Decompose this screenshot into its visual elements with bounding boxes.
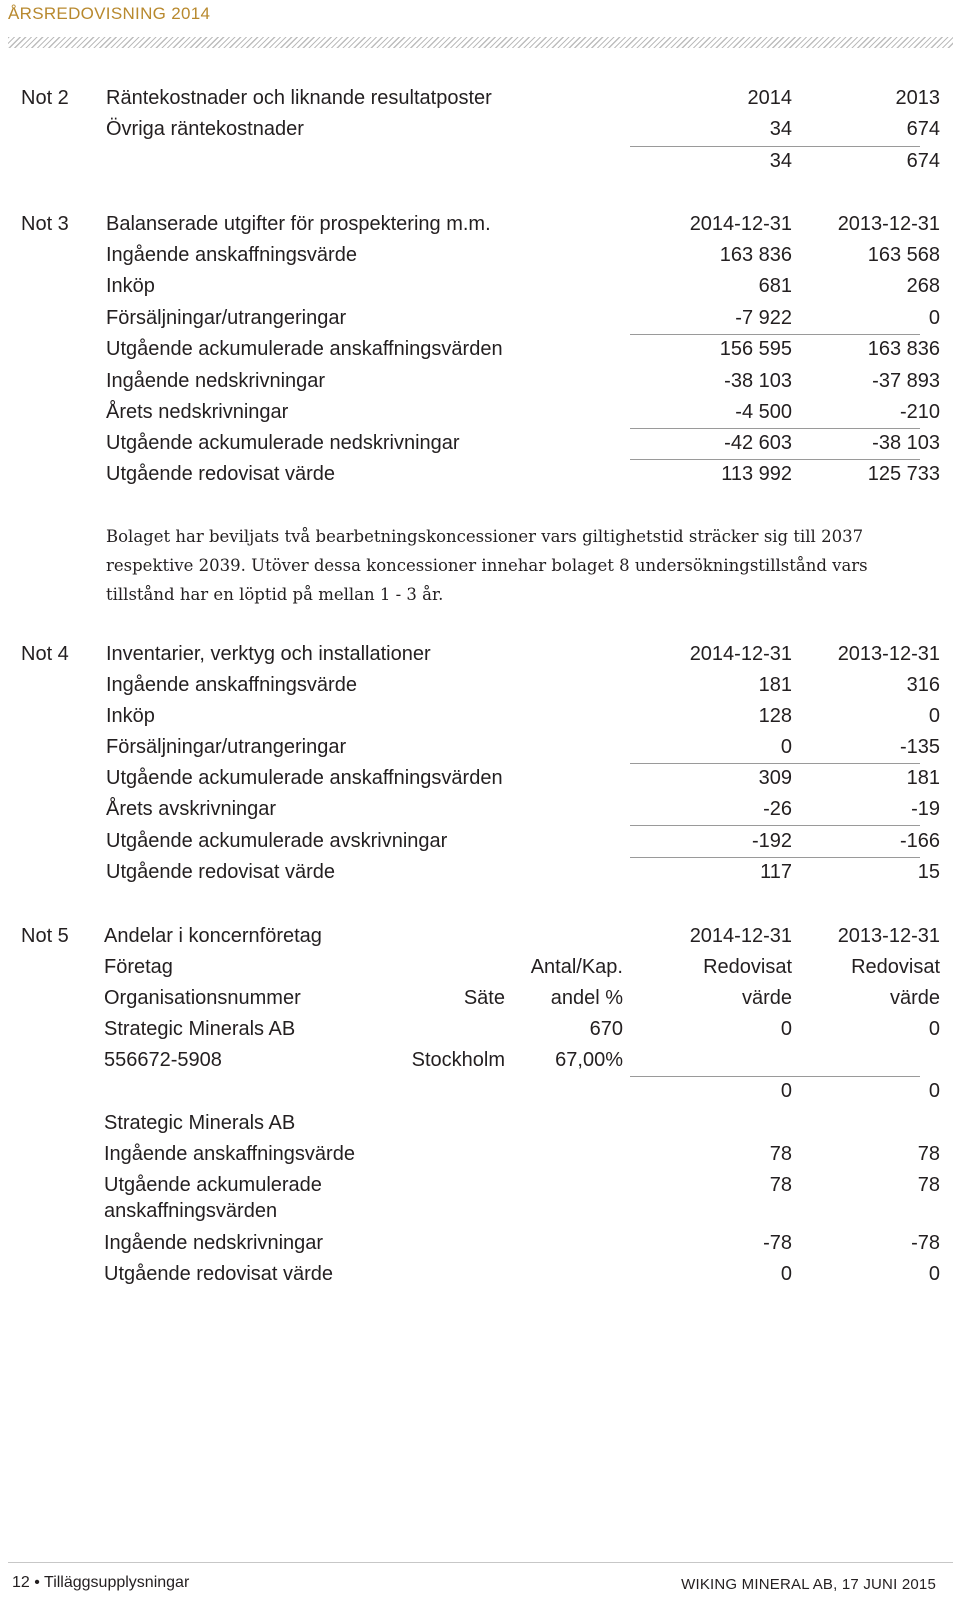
note3-row-label: Försäljningar/utrangeringar [106,307,347,329]
note4-row-label: Utgående redovisat värde [106,861,336,883]
note4-row-value-2014: 117 [760,861,792,883]
note3-label: Not 3 [21,213,69,235]
note5-total-value-2014: 0 [780,1080,792,1102]
note3-row-value-2013: -37 893 [872,370,940,392]
note5-row-value-2013: 0 [928,1263,940,1285]
note4-row-value-2013: 0 [928,705,940,727]
note4-col1-header: 2014-12-31 [689,643,792,665]
note3-paragraph-line: tillstånd har en löptid på mellan 1 - 3 år. [106,585,444,604]
note3-title: Balanserade utgifter för prospektering m.m. [106,213,491,235]
note2-title: Räntekostnader och liknande resultatposter [106,87,492,109]
note3-col2-header: 2013-12-31 [837,213,940,235]
footer-section: Tilläggsupplysningar [44,1574,190,1591]
footer-bullet: • [34,1574,40,1591]
note5-header-seat: Säte [463,987,505,1009]
note5-header-value2: Redovisat [851,956,940,978]
note4-row-value-2014: 128 [758,705,792,727]
note2-col1-header: 2014 [747,87,792,109]
note4-row-value-2014: 0 [780,736,792,758]
note5-label: Not 5 [21,925,69,947]
note5-row-value-2013: -78 [911,1232,940,1254]
note3-row-value-2013: 163 836 [867,338,940,360]
header-hatch-divider [8,37,953,48]
note4-row-value-2013: -19 [911,798,940,820]
note4-row-label: Inköp [106,705,155,727]
note5-row-label: Ingående nedskrivningar [104,1232,324,1254]
note3-paragraph-line: respektive 2039. Utöver dessa koncessioner innehar bolaget 8 undersökningstillstånd vars [106,556,868,575]
note5-company-shares: 670 [589,1018,623,1040]
note3-paragraph-line: Bolaget har beviljats två bearbetningskoncessioner vars giltighetstid sträcker sig till 2037 [106,527,864,546]
note2-row-value-2013: 674 [906,118,940,140]
note4-row-label: Utgående ackumulerade avskrivningar [106,830,448,852]
note3-col1-header: 2014-12-31 [689,213,792,235]
note3-paragraph [106,522,906,609]
note2-sum-value-2013: 674 [906,150,940,172]
note5-header-share: Antal/Kap. [530,956,623,978]
note4-row-value-2014: 309 [758,767,792,789]
note3-row-value-2013: 125 733 [867,463,940,485]
note3-row-label: Utgående redovisat värde [106,463,336,485]
note3-row-value-2014: 113 992 [721,463,792,485]
note4-row-label: Årets avskrivningar [106,798,277,820]
note3-row-value-2013: -210 [899,401,940,423]
note5-company-share-pct: 67,00% [555,1049,623,1071]
note5-sum-rule [630,1076,920,1077]
note5-header-share-pct: andel % [550,987,623,1009]
note5-title: Andelar i koncernföretag [104,925,322,947]
note5-row-value-2014: 78 [769,1143,792,1165]
note3-row-label: Ingående anskaffningsvärde [106,244,357,266]
note4-title: Inventarier, verktyg och installationer [106,643,431,665]
note5-company-seat: Stockholm [411,1049,505,1071]
note2-sum-value-2014: 34 [769,150,792,172]
note5-header-orgnr: Organisationsnummer [104,987,301,1009]
footer-left [12,1574,189,1592]
note4-row-label: Ingående anskaffningsvärde [106,674,357,696]
note5-company-orgnr: 556672-5908 [104,1049,222,1071]
note5-header-company: Företag [104,956,173,978]
note5-row-label-line2: anskaffningsvärden [104,1200,278,1222]
note4-row-label: Utgående ackumulerade anskaffningsvärden [106,767,503,789]
note5-subsection-title: Strategic Minerals AB [104,1112,296,1134]
note3-row-label: Ingående nedskrivningar [106,370,326,392]
note3-row-value-2014: 156 595 [719,338,792,360]
note3-row-value-2013: 0 [928,307,940,329]
note2-row-label: Övriga räntekostnader [106,118,304,140]
note3-row-value-2013: 268 [906,275,940,297]
note5-col1-header: 2014-12-31 [689,925,792,947]
note5-row-value-2014: 78 [769,1174,792,1196]
note3-row-label: Utgående ackumulerade nedskrivningar [106,432,460,454]
note3-row-value-2014: 681 [758,275,792,297]
note3-row-value-2014: -38 103 [724,370,792,392]
note2-row-value-2014: 34 [769,118,792,140]
note3-row-value-2014: -7 922 [735,307,792,329]
note5-company-value-2013: 0 [928,1018,940,1040]
note4-row-label: Försäljningar/utrangeringar [106,736,347,758]
note5-row-label: Ingående anskaffningsvärde [104,1143,355,1165]
note5-col2-header: 2013-12-31 [837,925,940,947]
report-title: ÅRSREDOVISNING 2014 [8,4,211,23]
note5-row-value-2013: 78 [917,1143,940,1165]
note5-company-name: Strategic Minerals AB [104,1018,296,1040]
note4-row-value-2013: 181 [906,767,940,789]
note3-row-value-2014: -4 500 [735,401,792,423]
note4-col2-header: 2013-12-31 [837,643,940,665]
note4-row-value-2013: -166 [899,830,940,852]
note3-row-value-2013: -38 103 [872,432,940,454]
note4-row-value-2014: 181 [758,674,792,696]
note4-row-value-2013: 316 [906,674,940,696]
note5-header-value1-b: värde [741,987,792,1009]
note2-col2-header: 2013 [895,87,940,109]
note3-row-value-2013: 163 568 [867,244,940,266]
note5-row-value-2014: -78 [763,1232,792,1254]
note4-row-value-2013: -135 [899,736,940,758]
note5-header-value1: Redovisat [703,956,792,978]
note5-row-value-2014: 0 [780,1263,792,1285]
note3-row-value-2014: -42 603 [724,432,792,454]
note2-label: Not 2 [21,87,69,109]
note4-row-value-2014: -192 [751,830,792,852]
note5-row-label-line1: Utgående ackumulerade [104,1174,322,1196]
note3-row-label: Årets nedskrivningar [106,401,289,423]
note5-row-label: Utgående redovisat värde [104,1263,334,1285]
note4-row-value-2013: 15 [917,861,940,883]
note3-row-value-2014: 163 836 [719,244,792,266]
footer-rule [8,1562,953,1563]
page-number: 12 [12,1574,30,1591]
note5-header-value2-b: värde [889,987,940,1009]
note5-row-value-2013: 78 [917,1174,940,1196]
note4-row-value-2014: -26 [763,798,792,820]
note5-company-value-2014: 0 [780,1018,792,1040]
note4-label: Not 4 [21,643,69,665]
footer-company: WIKING MINERAL AB, 17 JUNI 2015 [681,1576,936,1593]
note5-total-value-2013: 0 [928,1080,940,1102]
note3-row-label: Inköp [106,275,155,297]
note3-row-label: Utgående ackumulerade anskaffningsvärden [106,338,503,360]
